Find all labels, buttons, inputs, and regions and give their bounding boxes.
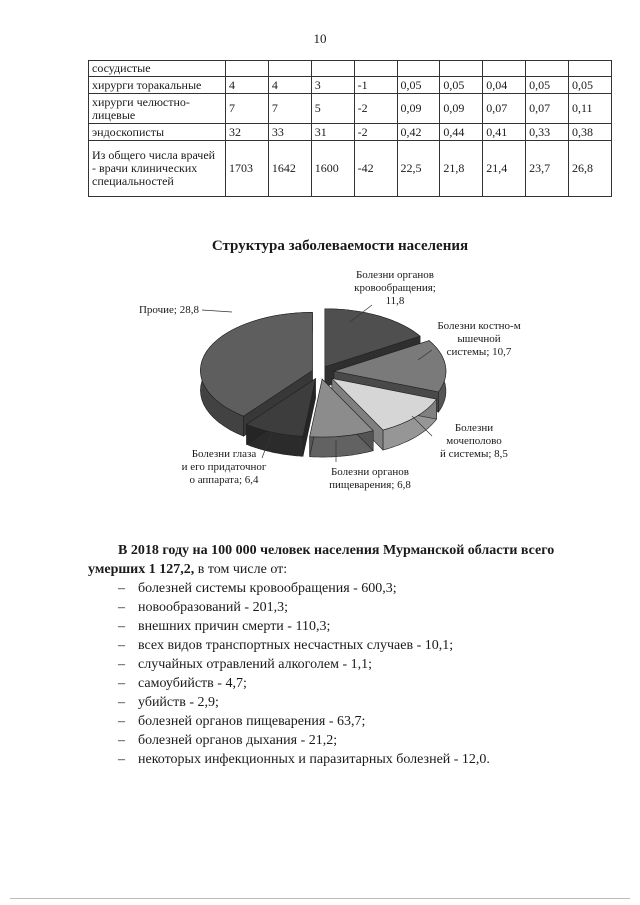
pie-slice-label-line: ышечной xyxy=(457,333,501,345)
list-item xyxy=(118,731,612,750)
value-cell: 0,33 xyxy=(526,124,569,141)
value-cell: 33 xyxy=(268,124,311,141)
value-cell: 0,05 xyxy=(397,77,440,94)
list-item-text: всех видов транспортных несчастных случаев - 10,1; xyxy=(138,638,454,653)
value-cell: 31 xyxy=(311,124,354,141)
value-cell: 0,41 xyxy=(483,124,526,141)
pie-slice-label-line: пищеварения; 6,8 xyxy=(329,479,411,491)
value-cell: 1703 xyxy=(226,141,269,197)
list-item xyxy=(118,636,612,655)
list-dash: – xyxy=(118,733,125,748)
pie-slice-label-line: й системы; 8,5 xyxy=(440,448,508,460)
row-name-cell: сосудистые xyxy=(89,61,226,77)
value-cell: 21,8 xyxy=(440,141,483,197)
mortality-lead-rest: в том числе от: xyxy=(194,562,288,577)
pie-slice-label-line: Болезни глаза xyxy=(191,448,257,460)
value-cell: 1642 xyxy=(268,141,311,197)
value-cell: 0,11 xyxy=(569,94,612,124)
value-cell: 1600 xyxy=(311,141,354,197)
list-item-text: внешних причин смерти - 110,3; xyxy=(138,619,331,634)
value-cell: -2 xyxy=(354,94,397,124)
list-dash: – xyxy=(118,638,125,653)
list-dash: – xyxy=(118,695,125,710)
value-cell: 7 xyxy=(268,94,311,124)
value-cell: 23,7 xyxy=(526,141,569,197)
pie-slice-label xyxy=(440,422,508,460)
pie-slice-label xyxy=(182,448,267,486)
list-item-text: некоторых инфекционных и паразитарных болезней - 12,0. xyxy=(138,752,490,767)
value-cell: 0,38 xyxy=(569,124,612,141)
value-cell: 26,8 xyxy=(569,141,612,197)
list-dash: – xyxy=(118,581,125,596)
value-cell: 0,05 xyxy=(440,77,483,94)
value-cell: 22,5 xyxy=(397,141,440,197)
list-item-text: болезней органов пищеварения - 63,7; xyxy=(138,714,366,729)
list-dash: – xyxy=(118,600,125,615)
list-item-text: болезней органов дыхания - 21,2; xyxy=(138,733,338,748)
list-item xyxy=(118,674,612,693)
value-cell: -1 xyxy=(354,77,397,94)
list-item-text: убийств - 2,9; xyxy=(138,695,219,710)
page-number: 10 xyxy=(313,31,327,46)
pie-slice-label-line: кровообращения; xyxy=(354,282,436,294)
value-cell: 0,44 xyxy=(440,124,483,141)
value-cell: 32 xyxy=(226,124,269,141)
pie-slice-label-line: о аппарата; 6,4 xyxy=(189,474,259,486)
chart-title: Структура заболеваемости населения xyxy=(211,238,469,254)
list-item xyxy=(118,693,612,712)
value-cell: 7 xyxy=(226,94,269,124)
value-cell: -42 xyxy=(354,141,397,197)
row-name-cell: хирурги торакальные xyxy=(89,77,226,94)
value-cell: 0,42 xyxy=(397,124,440,141)
pie-slice-label-line: Болезни xyxy=(454,422,494,434)
pie-slice-label-line: Болезни костно-м xyxy=(437,320,521,332)
pie-slice-label-line: мочеполово xyxy=(446,435,502,447)
value-cell: 5 xyxy=(311,94,354,124)
pie-slice-label-line: системы; 10,7 xyxy=(446,346,512,358)
list-item xyxy=(118,750,612,769)
list-dash: – xyxy=(118,752,125,767)
list-item xyxy=(118,655,612,674)
row-name-cell: эндоскописты xyxy=(89,124,226,141)
list-dash: – xyxy=(118,676,125,691)
mortality-list xyxy=(88,579,612,769)
value-cell: 0,09 xyxy=(440,94,483,124)
pie-slice-label-line: Болезни органов xyxy=(330,466,410,478)
value-cell: 3 xyxy=(311,77,354,94)
row-name-cell: хирурги челюстно-лицевые xyxy=(89,94,226,124)
value-cell: -2 xyxy=(354,124,397,141)
pie-slice-label-line: Прочие; 28,8 xyxy=(138,304,199,316)
list-item-text: случайных отравлений алкоголем - 1,1; xyxy=(138,657,373,672)
value-cell: 4 xyxy=(226,77,269,94)
list-item-text: самоубийств - 4,7; xyxy=(138,676,247,691)
value-cell: 0,04 xyxy=(483,77,526,94)
pie-slice-label xyxy=(354,269,436,307)
list-item xyxy=(118,712,612,731)
mortality-lead xyxy=(88,541,612,579)
list-dash: – xyxy=(118,714,125,729)
pie-slice-label-line: Болезни органов xyxy=(355,269,435,281)
pie-slice-label xyxy=(139,304,200,316)
value-cell: 0,05 xyxy=(526,77,569,94)
list-item-text: болезней системы кровообращения - 600,3; xyxy=(138,581,397,596)
pie-slice-label-line: 11,8 xyxy=(385,295,405,307)
pie-slice-label xyxy=(329,466,411,491)
pie-slice-label xyxy=(437,320,520,358)
footer-divider xyxy=(10,898,630,899)
mortality-lead-bold: В 2018 году на 100 000 человек населения Мурманской области всего умерших 1 127,2, xyxy=(88,543,555,577)
value-cell: 0,09 xyxy=(397,94,440,124)
row-name-cell: Из общего числа врачей - врачи клинических специальностей xyxy=(89,141,226,197)
list-dash: – xyxy=(118,657,125,672)
pie-leader-line xyxy=(202,310,232,312)
value-cell: 0,07 xyxy=(483,94,526,124)
list-item xyxy=(118,617,612,636)
value-cell: 0,07 xyxy=(526,94,569,124)
value-cell: 4 xyxy=(268,77,311,94)
mortality-text xyxy=(88,541,612,769)
list-item xyxy=(118,579,612,598)
pie-slice-label-line: и его придаточног xyxy=(181,461,267,473)
value-cell: 0,05 xyxy=(569,77,612,94)
list-item xyxy=(118,598,612,617)
list-dash: – xyxy=(118,619,125,634)
list-item-text: новообразований - 201,3; xyxy=(138,600,288,615)
value-cell: 21,4 xyxy=(483,141,526,197)
